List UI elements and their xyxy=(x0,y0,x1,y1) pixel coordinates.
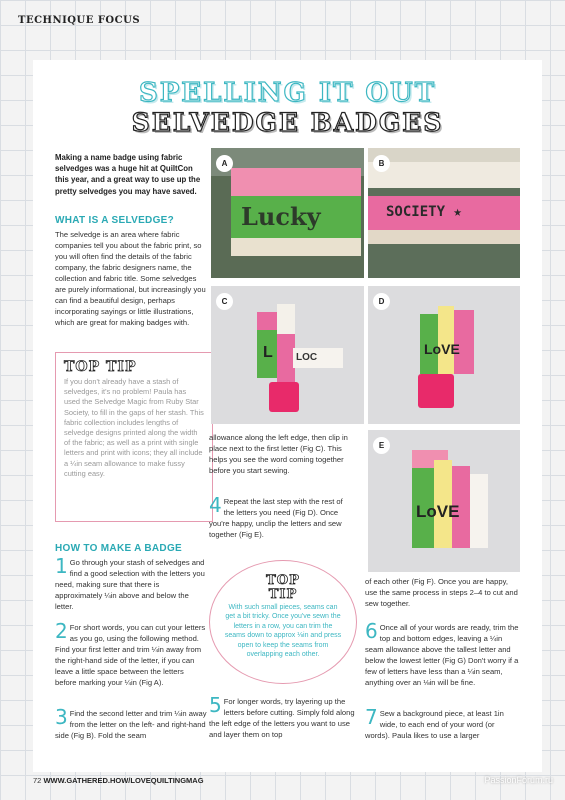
top-tip-text: If you don't already have a stash of selvedges, it's no problem! Paula has used the Selvedge Magic from Ruby Star Society, to fill in the gaps of her stash. This fabric collection includes lengths of selvedge designs printed along the width of the fabric; as well as a print with single letters and print with icons; they all include a ¼in seam allowance to make fussy cutting easy. xyxy=(64,377,204,478)
photo-c-label: C xyxy=(216,293,233,310)
page-number: 72 xyxy=(33,776,42,785)
step-number: 1 xyxy=(55,554,68,578)
mid-text: allowance along the left edge, then clip in place next to the first letter (Fig C). This helps you see the word coming together before you start sewing. xyxy=(209,433,348,475)
step-2 xyxy=(55,619,207,688)
step-number: 7 xyxy=(365,705,378,729)
step-7 xyxy=(365,705,520,741)
top-tip-title: TOP TIP xyxy=(64,359,137,375)
photo-c xyxy=(211,286,364,424)
right-text: of each other (Fig F). Once you are happy, use the same process in steps 2–4 to cut and sew together. xyxy=(365,577,518,608)
what-heading: WHAT IS A SELVEDGE? xyxy=(55,215,175,226)
step-1 xyxy=(55,554,207,612)
what-text: The selvedge is an area where fabric companies tell you about the fabric print, so you will often find the details of the fabric company, the fabric designers name, the collection and fabric title. Some selvedges are purely informational, but increasingly you can find a beautiful design, perhaps incorporating sayings or little illustrations, which are great for making badges with. xyxy=(55,230,206,327)
step-text: Find the second letter and trim ¼in away from the letter on the left- and right-hand side (Fig B). Fold the seam xyxy=(55,709,207,740)
step-text: Go through your stash of selvedges and find a good selection with the letters you need, making sure that there is approximately ¼in above and below the letter. xyxy=(55,558,205,611)
title-line-1: SPELLING IT OUT xyxy=(138,78,437,108)
step-number: 5 xyxy=(209,693,222,717)
top-tip-2-title-line-1: TOP xyxy=(266,573,300,588)
photo-d xyxy=(368,286,520,424)
step-number: 2 xyxy=(55,619,68,643)
photo-b-word: SOCIETY ★ xyxy=(386,204,462,220)
article-card xyxy=(33,60,542,772)
step-text: For longer words, try layering up the letters before cutting. Simply fold along the left edge of the letters you want to use and layer them on top xyxy=(209,697,355,739)
step-text: Repeat the last step with the rest of the letters you need (Fig D). Once you're happy, unclip the letters and sew together (Fig E). xyxy=(209,497,343,539)
step-4 xyxy=(209,493,349,540)
top-tip-2-text: With such small pieces, seams can get a bit tricky. Once you've sewn the letters in a row, you can trim the seams down to approx ⅛in and press open to keep the seams from overlapping each other. xyxy=(224,604,342,659)
step-5 xyxy=(209,693,357,740)
step-6 xyxy=(365,619,520,688)
photo-a-word: Lucky xyxy=(241,202,321,231)
watermark: PassionForum.ru xyxy=(484,775,553,785)
photo-a xyxy=(211,148,364,278)
photo-d-label: D xyxy=(373,293,390,310)
photo-e-label: E xyxy=(373,437,390,454)
section-label: TECHNIQUE FOCUS xyxy=(18,15,141,26)
intro-text: Making a name badge using fabric selvedges was a huge hit at QuiltCon this year, and a great way to use up the pretty selvedges you may have saved. xyxy=(55,153,201,196)
title-line-2: SELVEDGE BADGES xyxy=(131,108,444,137)
top-tip-2-title-line-2: TIP xyxy=(268,587,298,602)
photo-e-word: LoVE xyxy=(416,502,460,521)
footer-url[interactable]: WWW.GATHERED.HOW/LOVEQUILTINGMAG xyxy=(43,776,204,785)
step-text: Sew a background piece, at least 1in wide, to each end of your word (or words). Paula likes to use a larger xyxy=(365,709,504,740)
photo-b-label: B xyxy=(373,155,390,172)
step-number: 3 xyxy=(55,705,68,729)
photo-c-letter: L xyxy=(263,344,273,361)
how-heading: HOW TO MAKE A BADGE xyxy=(55,543,182,554)
step-3 xyxy=(55,705,207,741)
step-number: 6 xyxy=(365,619,378,643)
photo-b xyxy=(368,148,520,278)
step-text: Once all of your words are ready, trim the top and bottom edges, leaving a ¼in seam allowance above the tallest letter and below the lowest letter (Fig G) Don't worry if a few of letters have less than a ¼in seam, anything over an ⅛in will be fine. xyxy=(365,623,519,687)
top-tip-box xyxy=(55,352,213,522)
photo-a-label: A xyxy=(216,155,233,172)
photo-d-word: LoVE xyxy=(424,341,460,357)
top-tip-circle xyxy=(209,560,357,684)
step-number: 4 xyxy=(209,493,222,517)
step-text: For short words, you can cut your letters as you go, using the following method. Find your first letter and trim ¼in away from the right-hand side of the letter, if you can leave a little space between the letters before marking your ¼in (Fig A). xyxy=(55,623,206,687)
photo-c-side: LOC xyxy=(293,348,343,368)
footer xyxy=(33,776,204,785)
photo-e xyxy=(368,430,520,572)
